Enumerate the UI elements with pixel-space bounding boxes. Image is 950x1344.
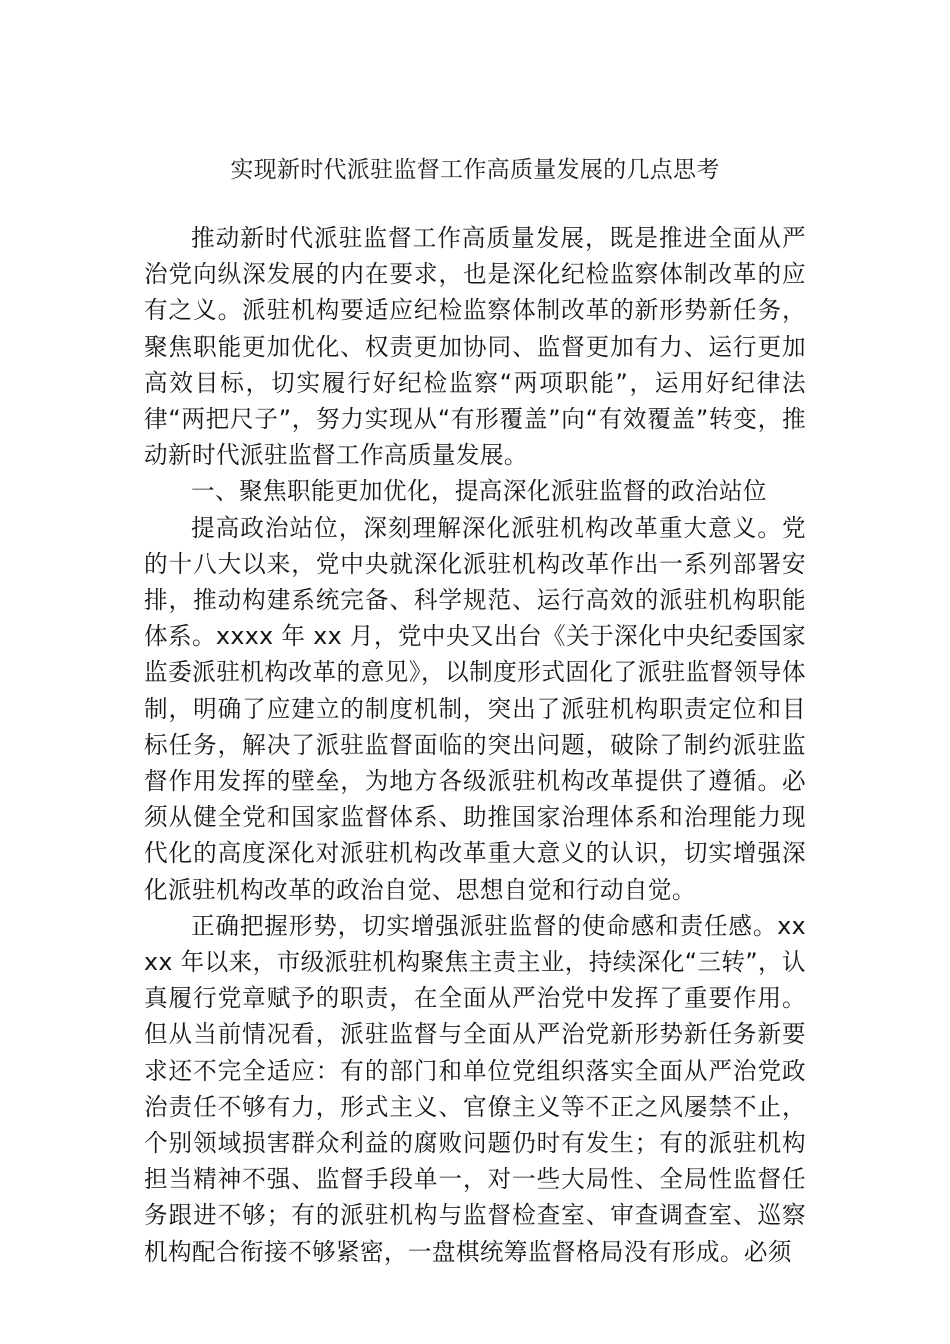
paragraph-situation: 正确把握形势，切实增强派驻监督的使命感和责任感。xxxx 年以来，市级派驻机构聚焦主责主业，持续深化“三转”，认真履行党章赋予的职责，在全面从严治党中发挥了重要作用。但从当前情况看，派驻监督与全面从严治党新形势新任务新要求还不完全适应：有的部门和单位党组织落实全面从严治党政治责任不够有力，形式主义、官僚主义等不正之风屡禁不止，个别领域损害群众利益的腐败问题仍时有发生；有的派驻机构担当精神不强、监督手段单一，对一些大局性、全局性监督任务跟进不够；有的派驻机构与监督检查室、审查调查室、巡察机构配合衔接不够紧密，一盘棋统筹监督格局没有形成。必须 xyxy=(144,911,806,1266)
section-heading: 一、聚焦职能更加优化，提高深化派驻监督的政治站位 xyxy=(191,477,767,506)
paragraph-political-stance: 提高政治站位，深刻理解深化派驻机构改革重大意义。党的十八大以来，党中央就深化派驻机构改革作出一系列部署安排，推动构建系统完备、科学规范、运行高效的派驻机构职能体系。xxxx 年 xx 月，党中央又出台《关于深化中央纪委国家监委派驻机构改革的意见》，以制度形式固化了派驻监督领导体制，明确了应建立的制度机制，突出了派驻机构职责定位和目标任务，解决了派驻监督面临的突出问题，破除了制约派驻监督作用发挥的壁垒，为地方各级派驻机构改革提供了遵循。必须从健全党和国家监督体系、助推国家治理体系和治理能力现代化的高度深化对派驻机构改革重大意义的认识，切实增强深化派驻机构改革的政治自觉、思想自觉和行动自觉。 xyxy=(144,513,806,904)
document-title: 实现新时代派驻监督工作高质量发展的几点思考 xyxy=(230,157,720,183)
document-body xyxy=(144,220,806,1270)
paragraph-intro: 推动新时代派驻监督工作高质量发展，既是推进全面从严治党向纵深发展的内在要求，也是深化纪检监察体制改革的应有之义。派驻机构要适应纪检监察体制改革的新形势新任务，聚焦职能更加优化、权责更加协同、监督更加有力、运行更加高效目标，切实履行好纪检监察“两项职能”，运用好纪律法律“两把尺子”，努力实现从“有形覆盖”向“有效覆盖”转变，推动新时代派驻监督工作高质量发展。 xyxy=(144,224,806,470)
